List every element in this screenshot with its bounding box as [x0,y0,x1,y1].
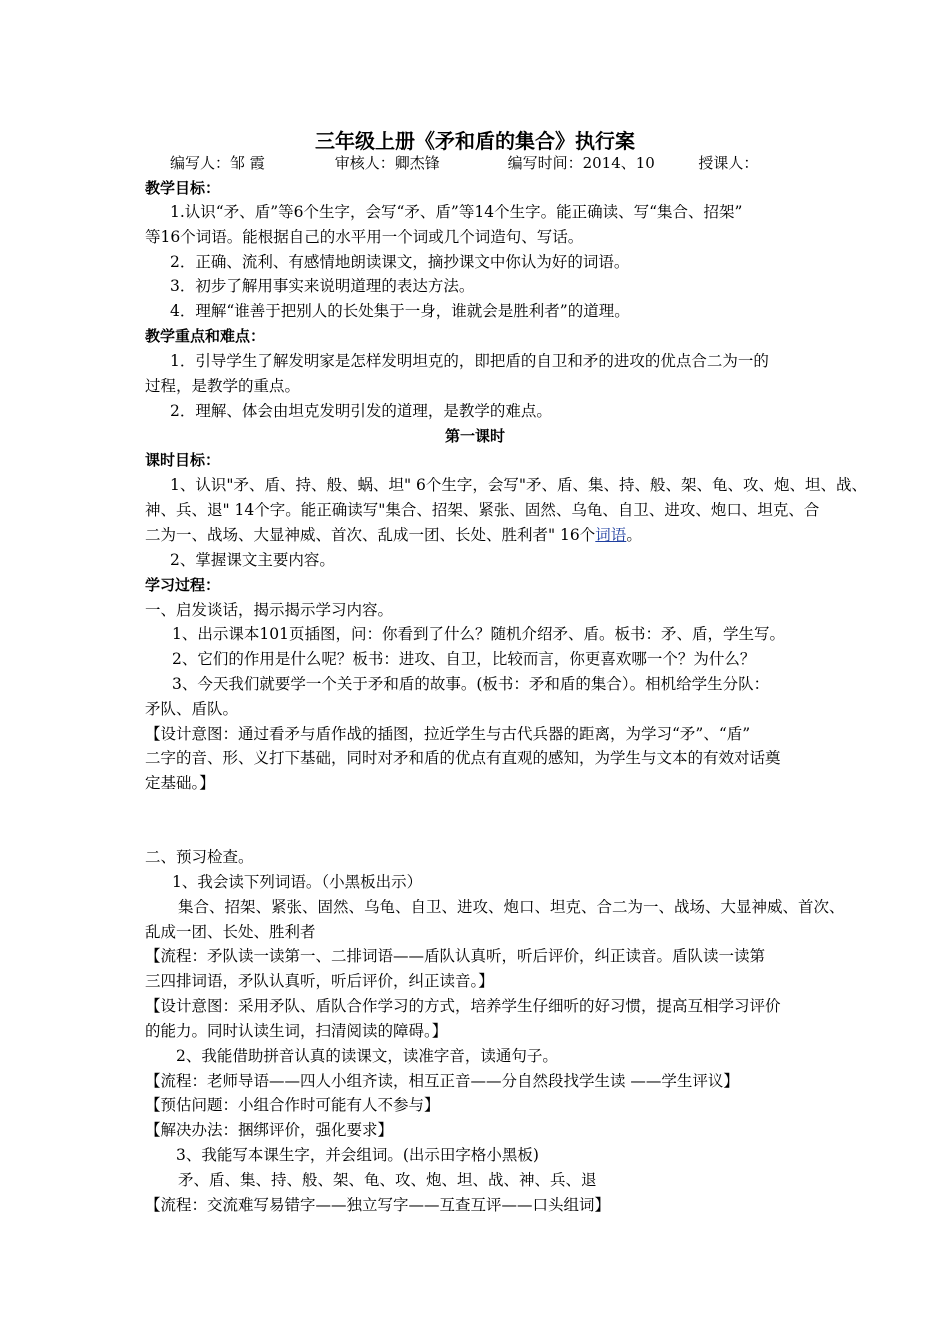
vocabulary-link[interactable]: 词语 [595,526,627,544]
section-heading: 二、预习检查。 [145,848,254,866]
heading-teaching-goals: 教学目标： [145,179,221,197]
edit-time: 编写时间：2014、10 [507,154,655,172]
paragraph-line: 集合、招架、紧张、固然、乌龟、自卫、进攻、炮口、坦克、合二为一、战场、大显神威、首次、 [178,898,845,916]
paragraph-line [145,525,815,545]
paragraph-line: 3．初步了解用事实来说明道理的表达方法。 [170,277,475,295]
paragraph-line: 2、我能借助拼音认真的读课文，读准字音，读通句子。 [176,1047,558,1065]
teacher: 授课人： [698,154,759,172]
paragraph-line: 二字的音、形、义打下基础，同时对矛和盾的优点有直观的感知，为学生与文本的有效对话奠 [145,749,781,767]
paragraph-text: 。 [626,526,642,544]
paragraph-line: 矛队、盾队。 [145,700,239,718]
author: 编写人：邹 霞 [170,154,265,172]
paragraph-line: 【流程：交流难写易错字——独立写字——互查互评——口头组词】 [145,1196,611,1214]
paragraph-line: 过程，是教学的重点。 [145,377,301,395]
section-heading: 一、启发谈话，揭示揭示学习内容。 [145,601,394,619]
heading-learning-process: 学习过程： [145,576,221,594]
paragraph-line: 神、兵、退" 14个字。能正确读写"集合、招架、紧张、固然、乌龟、自卫、进攻、炮口、坦克、合 [145,501,820,519]
paragraph-line: 【流程：老师导语——四人小组齐读，相互正音——分自然段找学生读 ——学生评议】 [145,1072,739,1090]
paragraph-line: 2．理解、体会由坦克发明引发的道理，是教学的难点。 [170,402,552,420]
paragraph-line: 【流程：矛队读一读第一、二排词语——盾队认真听，听后评价，纠正读音。盾队读一读第 [145,947,766,965]
reviewer: 审核人：卿杰锋 [334,154,440,172]
paragraph-line: 1、出示课本101页插图，问：你看到了什么？随机介绍矛、盾。板书：矛、盾，学生写。 [172,625,785,643]
paragraph-line: 等16个词语。能根据自己的水平用一个词或几个词造句、写话。 [145,228,584,246]
paragraph-line: 2．正确、流利、有感情地朗读课文，摘抄课文中你认为好的词语。 [170,253,630,271]
paragraph-line: 3、我能写本课生字，并会组词。(出示田字格小黑板) [176,1146,539,1164]
document-meta [170,153,758,173]
paragraph-line: 的能力。同时认读生词，扫清阅读的障碍。】 [145,1022,448,1040]
document-title: 三年级上册《矛和盾的集合》执行案 [315,129,635,153]
paragraph-line: 2、它们的作用是什么呢？板书：进攻、自卫，比较而言，你更喜欢哪一个？为什么？ [172,650,756,668]
paragraph-line: 3、今天我们就要学一个关于矛和盾的故事。(板书：矛和盾的集合）。相机给学生分队： [172,675,770,693]
paragraph-line: 2、掌握课文主要内容。 [170,551,335,569]
paragraph-line: 乱成一团、长处、胜利者 [145,923,316,941]
heading-lesson-goals: 课时目标： [145,451,221,469]
paragraph-line: 1．引导学生了解发明家是怎样发明坦克的，即把盾的自卫和矛的进攻的优点合二为一的 [170,352,769,370]
paragraph-line: 矛、盾、集、持、般、架、龟、攻、炮、坦、战、神、兵、退 [178,1171,597,1189]
paragraph-line: 1、我会读下列词语。（小黑板出示） [172,873,423,891]
paragraph-line: 1.认识“矛、盾”等6个生字，会写“矛、盾”等14个生字。能正确读、写“集合、招架” [170,203,743,221]
heading-first-lesson: 第一课时 [444,427,505,445]
paragraph-line: 【解决办法：捆绑评价，强化要求】 [145,1121,394,1139]
heading-key-points: 教学重点和难点： [145,327,266,345]
paragraph-line: 【设计意图：采用矛队、盾队合作学习的方式，培养学生仔细听的好习惯，提高互相学习评价 [145,997,781,1015]
paragraph-line: 三四排词语，矛队认真听，听后评价，纠正读音。】 [145,972,494,990]
paragraph-text: 二为一、战场、大显神威、首次、乱成一团、长处、胜利者" 16个 [145,526,596,544]
paragraph-line: 4．理解“谁善于把别人的长处集于一身，谁就会是胜利者”的道理。 [170,302,630,320]
paragraph-line: 【预估问题：小组合作时可能有人不参与】 [145,1096,440,1114]
paragraph-line: 1、认识"矛、盾、持、般、蜗、坦" 6个生字，会写"矛、盾、集、持、般、架、龟、攻、炮、坦、战、 [170,476,868,494]
paragraph-line: 【设计意图：通过看矛与盾作战的插图，拉近学生与古代兵器的距离，为学习“矛”、“盾” [145,725,751,743]
paragraph-line: 定基础。】 [145,774,215,792]
